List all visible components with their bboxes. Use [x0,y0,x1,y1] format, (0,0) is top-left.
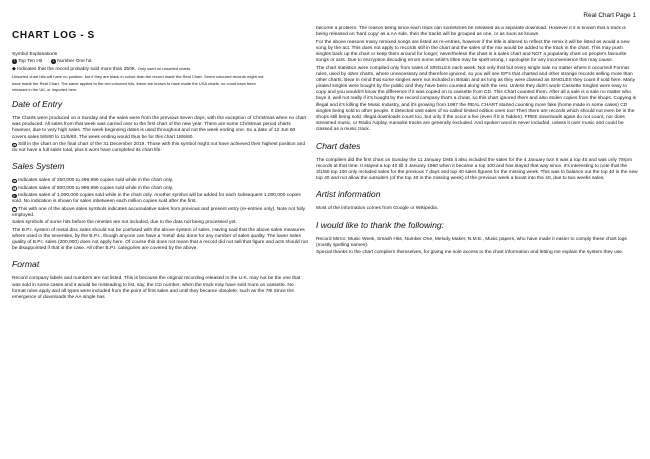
sales-row-gold [12,186,308,192]
thanks-heading: I would like to thank the following: [316,219,445,230]
sales-gold-text: Indicates sales of 500,000 to 999,999 copies sold while in the chart only. [18,185,174,191]
artist-information-paragraph: Most of the information comes from Google or Wikipedia. [316,206,439,212]
diamond-icon: ◆ [12,67,16,73]
chart-statistics-paragraph: The chart statistics were compiled only from sales of SINGLES each week. Not only that but every single sale no matter where it occurred! Format rules, used by other charts, where unnecessary and therefore ignored, so you will see EP's that charted and other strange records selling more than other charts. Bear in mind that some singles were not included in Britain and as long as they were classed as SINGLES they count if sold here. Many pirated singles were bought by the public and they have been counted along with the rest. Unless they didn't work! Cassette Singles were easy to copy and you wouldn't know the difference if it was copied on to cassette from CD. This Chart counted them. After all a sale is a sale no matter who buys it, well not really if it's bought by the record company that's a cheat, so this chart ignored them and also stolen copies from the shops. Copying is illegal and it's killing the Music Industry, and it's growing from 1997 the REAL CHART started counting more fake (home made in some cases) CD singles being sold to other people. It detected vast sales of so-called limited edition ones too! Then there are records which should not even be in the shops still being sold. Illegal downloads count too, but only if the occur a fee (even if it is hidden). FREE downloads again do not count, nor does streamed music, or Radio Airplay. Karaoke tracks are generally excluded. And spoken word is never included, unless it over music and could be classed as a music track. [316,65,637,133]
sales-silver-text: Indicates sales of 250,000 to 499,999 copies sold while in the chart only. [18,178,174,184]
diamond-note: Only used on unsorted charts. [137,66,192,72]
sales-nineties-note: Sales symbols of some hits before the nineties are not included, due to the data not being processed yet. [12,220,237,226]
top-ten-icon: T [13,59,16,64]
symbol-explanations-heading: Symbol Explanations [12,51,58,57]
symbol-row-hits [12,59,308,65]
page-header-label: Real Chart Page 1 [583,12,636,19]
format-heading: Format [12,259,40,270]
still-in-chart-icon: s [13,142,16,147]
remix-paragraph: For the above reasons many remixed songs are listed as re-entries, however if the title is altered to reflect the remix it will be listed as would a new song by the act. This does not apply to records still in the chart and the sales of the mix would be added to the track in the chart. This may push singles back up the chart or keep them around for longer, nevertheless the chart is a sales chart and NOT a popularity chart on people's favourite songs or acts. Due to encryption decoding errors some artist's titles may be spelt wrong, I apologise for any inconvenience this may cause. [316,39,630,64]
gold-disc-icon: g [13,186,16,191]
format-paragraph: Record company labels and numbers are not listed. This is because the original recording released in the U.K. may not be the one that was sold in some cases and it would be misleading to list, say, the CD number, when the track may have sold more on cassette. No format rules apply and all types were included from the point of first sales and until they became obsolete, such as the 78! Since the emergence of downloads the AA single has [12,276,301,300]
left-column [12,26,308,456]
unsorted-note-1: Unsorted chart hits will have no position, but if they are black in colour than the record made the Real Chart. Green coloured records might not [12,74,264,80]
accumulative-icon: + [13,207,16,212]
sales-bpi-note: The B.P.I. system of metal disc sales should not be confused with the above system of sales. Having said that the above sales measures where used in the seventies, by the B.P.I., though anyone can have a 'metal' disc done for any number of sales quality. The lower sales quality of B.P.I. sales (200,000) does not apply here. Of course this does not mean that a record did not sell that figure and acts should not be disappointed if that is the case. All other B.P.I. categories are covered by the above. [12,227,308,252]
unsorted-note-3: released in the UK, or imported here. [12,86,78,92]
still-in-chart-row [12,142,308,154]
right-column [316,26,638,456]
sales-platinum-text: Indicates sales of 1,000,000 copies sold while in the chart only. Another symbol will be added for each subsequent 1,000,000 copies sold. No indication is shown for sales inbetween each million copies sold after the first. [12,193,301,205]
artist-information-heading: Artist information [316,189,381,200]
sales-row-accumulative [12,207,308,219]
thanks-paragraph-2: Special thanks to the chart compilers themselves, for giving me sole access to the chart information and letting me explain the system they use. [316,250,624,256]
sales-accumulative-text: This with one of the above sales symbols indicates accumulative sales from previous and present entry (re-entries only). Note not fully employed. [12,206,306,218]
date-of-entry-heading: Date of Entry [12,99,63,110]
unsorted-note-2: have made the Real Chart. The same applies to the red coloured hits, these are known to have made the USA charts, so could have been [12,80,256,86]
format-continued-paragraph: become a problem. The reason being since each track can sometimes be released as a separate download. However if it is known that a track is being released on 'hard copy' as a AA side, then the tracks will be grouped as one, or as soon as known. [316,26,626,38]
sales-row-platinum [12,193,308,205]
chart-dates-heading: Chart dates [316,140,361,151]
number-one-label: Number One hit. [57,58,93,64]
date-of-entry-paragraph: The Charts were produced on a Sunday and the sales were from the previous seven days, with the exception of Christmas when no chart was produced. All sales from that week was carried over to the first chart of the new year. There are some Christmas period charts however, due to very high sales. The week beginning dates is used throughout and not the week ending one. So a date of 12 Jun 60 covers sales 5/6/60 to 11/6/60. The week ending would thus be for this chart 18/6/60. [12,116,307,140]
symbol-row-diamond [12,66,308,73]
platinum-disc-icon: p [13,193,16,198]
silver-disc-icon: s [13,178,16,183]
top-ten-label: Top Ten Hit [18,58,43,64]
chart-dates-paragraph: The compilers did the first chart on Sunday the 11 January 1945 it also included the sales for the 4 January too! It was a top 40 and was only 78rpm records at that time. It stayed a top 40 till 3 January 1960 when it became a top 100 and has stayed that way since. It's interesting to note that the 3/1/60 top 100 only included sales for the previous 7 days and top 40 sales figures for the missing week. This was to balance out the top 40 in the new top 40 and not allow the outsiders (of the top 40 in the missing week) of the previous week a boost into the 40, due to two weeks sales. [316,157,638,182]
still-in-chart-text: Still in the chart on the final chart of the 31 December 2019. Those with this symbol might not have achieved their highest position and do not have a full sales total, plus it wont have completed its chart life. [12,142,306,154]
page-title: CHART LOG - S [12,30,95,41]
sales-system-heading: Sales System [12,161,65,172]
number-one-icon: 1 [52,59,55,64]
sales-row-silver [12,178,308,184]
thanks-paragraph-1: Record Mirror, Music Week, Smash Hits, Number One, Melody Maker, N.M.E., Music papers, who have made it easier to comply these chart logs (mostly spelling names). [316,236,627,248]
diamond-text: Indicates that the record probably sold more than 250K. [17,67,137,73]
